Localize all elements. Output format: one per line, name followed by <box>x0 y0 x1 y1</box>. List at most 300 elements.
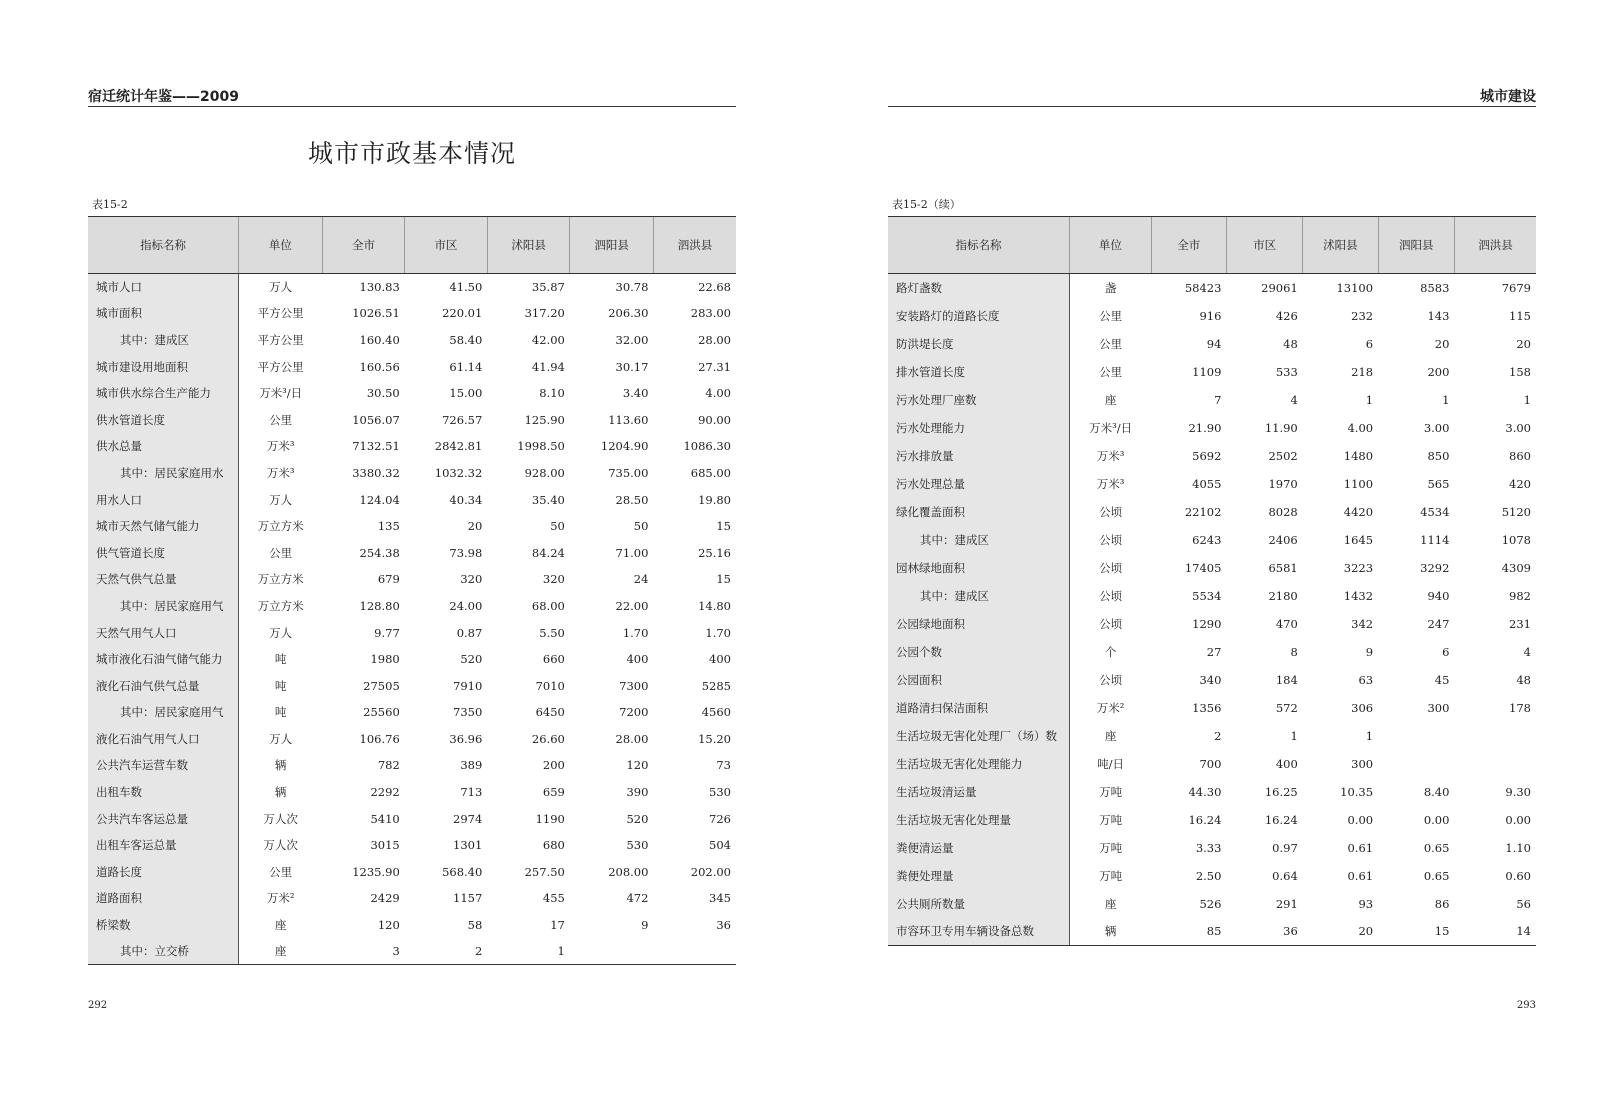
table-row <box>888 358 1536 386</box>
cell-value: 35.87 <box>531 280 565 295</box>
cell-value: 68.00 <box>531 598 565 613</box>
table-row <box>88 912 736 939</box>
left-page-number: 292 <box>88 1000 108 1011</box>
col-header: 市区 <box>1226 217 1302 274</box>
cell-value: 0.61 <box>1347 868 1374 883</box>
cell-value: 6 <box>1442 644 1450 659</box>
cell-value: 7350 <box>453 705 483 720</box>
table-row <box>888 386 1536 414</box>
row-label: 天然气供气总量 <box>88 566 239 593</box>
row-label: 其中：建成区 <box>888 582 1070 610</box>
row-unit: 万米³/日 <box>1089 420 1133 435</box>
row-label: 城市面积 <box>88 300 239 327</box>
cell-value: 1 <box>1365 728 1374 743</box>
cell-value: 20 <box>467 519 483 534</box>
cell-value: 526 <box>1199 896 1222 911</box>
cell-value <box>653 938 736 965</box>
cell-value: 202.00 <box>690 864 731 879</box>
cell-value: 1086.30 <box>683 439 731 454</box>
row-label: 供气管道长度 <box>88 539 239 566</box>
row-label: 粪便处理量 <box>888 862 1070 890</box>
cell-value: 455 <box>542 891 565 906</box>
cell-value: 15 <box>1378 918 1454 946</box>
cell-value: 685.00 <box>690 465 731 480</box>
cell-value: 400 <box>709 652 731 667</box>
cell-value: 3 <box>322 938 405 965</box>
row-unit: 公顷 <box>1099 672 1123 687</box>
cell-value: 27505 <box>363 678 400 693</box>
cell-value: 5.50 <box>539 625 565 640</box>
cell-value: 568.40 <box>442 864 483 879</box>
cell-value: 1998.50 <box>517 439 565 454</box>
table-row <box>888 302 1536 330</box>
page-title: 城市市政基本情况 <box>307 139 516 168</box>
cell-value: 2 <box>1214 728 1222 743</box>
cell-value: 850 <box>1427 448 1450 463</box>
cell-value <box>1378 750 1454 778</box>
cell-value: 2406 <box>1268 532 1298 547</box>
row-unit: 万立方米 <box>257 519 304 534</box>
left-running-header: 宿迁统计年鉴——2009 <box>88 86 736 107</box>
table-row <box>888 330 1536 358</box>
cell-value: 2180 <box>1268 588 1298 603</box>
cell-value: 73 <box>716 758 731 773</box>
cell-value: 660 <box>542 652 565 667</box>
cell-value: 58423 <box>1184 280 1222 295</box>
cell-value: 533 <box>1275 364 1298 379</box>
col-header: 指标名称 <box>888 217 1070 274</box>
cell-value: 4.00 <box>1347 420 1374 435</box>
cell-value: 247 <box>1427 616 1450 631</box>
row-label: 防洪堤长度 <box>888 330 1070 358</box>
cell-value <box>1454 722 1536 750</box>
cell-value: 48 <box>1283 336 1298 351</box>
table-row <box>88 486 736 513</box>
row-unit: 平方公里 <box>257 332 304 347</box>
row-unit: 辆 <box>274 785 287 800</box>
cell-value: 9 <box>1365 644 1374 659</box>
row-unit: 万立方米 <box>257 572 304 587</box>
cell-value: 916 <box>1199 308 1222 323</box>
table-row <box>888 890 1536 918</box>
table-row <box>88 566 736 593</box>
cell-value: 520 <box>626 811 649 826</box>
row-unit: 座 <box>1104 728 1117 743</box>
cell-value: 20 <box>1434 336 1450 351</box>
cell-value: 120 <box>626 758 649 773</box>
table-row <box>88 752 736 779</box>
cell-value <box>570 938 654 965</box>
table-row <box>88 593 736 620</box>
cell-value: 48 <box>1516 672 1531 687</box>
table-row <box>888 274 1536 302</box>
left-table-body <box>88 274 736 965</box>
col-header: 泗洪县 <box>1454 217 1536 274</box>
cell-value: 1970 <box>1268 476 1298 491</box>
cell-value: 30.50 <box>366 386 400 401</box>
cell-value: 24.00 <box>449 598 483 613</box>
cell-value: 28.00 <box>698 332 731 347</box>
cell-value: 342 <box>1351 616 1374 631</box>
cell-value: 1.10 <box>1505 840 1531 855</box>
cell-value: 2502 <box>1268 448 1298 463</box>
table-row <box>88 779 736 806</box>
cell-value: 530 <box>709 785 731 800</box>
cell-value: 2974 <box>453 811 483 826</box>
row-unit: 公顷 <box>1099 560 1123 575</box>
cell-value: 7679 <box>1501 280 1531 295</box>
row-unit: 万人 <box>269 280 293 295</box>
row-label: 其中：居民家庭用气 <box>88 699 239 726</box>
cell-value: 125.90 <box>524 412 565 427</box>
cell-value: 17 <box>550 918 565 933</box>
cell-value: 200 <box>1427 364 1450 379</box>
cell-value: 1 <box>1442 392 1450 407</box>
cell-value: 928.00 <box>524 465 565 480</box>
cell-value: 20 <box>1516 336 1531 351</box>
cell-value: 27.31 <box>698 359 731 374</box>
row-unit: 万吨 <box>1099 784 1123 799</box>
cell-value: 28.50 <box>615 492 649 507</box>
row-label: 道路清扫保洁面积 <box>888 694 1070 722</box>
cell-value: 390 <box>626 785 649 800</box>
cell-value: 20 <box>1303 918 1378 946</box>
cell-value: 1190 <box>535 811 565 826</box>
row-unit: 万米² <box>266 891 295 906</box>
cell-value: 735.00 <box>608 465 649 480</box>
cell-value: 113.60 <box>608 412 649 427</box>
cell-value: 0.00 <box>1505 812 1531 827</box>
cell-value: 320 <box>460 572 483 587</box>
right-header-row <box>888 217 1536 274</box>
cell-value: 1.70 <box>622 625 649 640</box>
row-label: 粪便清运量 <box>888 834 1070 862</box>
cell-value: 16.24 <box>1264 812 1298 827</box>
table-row <box>88 406 736 433</box>
row-label: 道路面积 <box>88 885 239 912</box>
table-row <box>888 750 1536 778</box>
cell-value: 6243 <box>1192 532 1222 547</box>
table-row <box>88 380 736 407</box>
cell-value: 15 <box>716 519 731 534</box>
cell-value: 36 <box>716 918 731 933</box>
cell-value: 44.30 <box>1188 784 1222 799</box>
cell-value: 1204.90 <box>600 439 649 454</box>
cell-value: 2842.81 <box>434 439 483 454</box>
cell-value: 504 <box>709 838 731 853</box>
row-unit: 万人次 <box>263 811 298 826</box>
cell-value: 1.70 <box>705 625 731 640</box>
row-unit: 万人 <box>269 625 293 640</box>
table-row <box>88 938 736 965</box>
row-label: 公园绿地面积 <box>888 610 1070 638</box>
table-row <box>88 300 736 327</box>
table-row <box>88 859 736 886</box>
table-row <box>888 862 1536 890</box>
cell-value: 42.00 <box>531 332 565 347</box>
cell-value: 232 <box>1351 308 1374 323</box>
cell-value: 340 <box>1199 672 1222 687</box>
col-header: 全市 <box>322 217 405 274</box>
cell-value: 7910 <box>453 678 483 693</box>
cell-value: 0.65 <box>1423 868 1450 883</box>
col-header: 单位 <box>239 217 323 274</box>
right-table-label: 表15-2（续） <box>892 198 961 211</box>
row-unit: 公里 <box>269 545 293 560</box>
cell-value: 30.78 <box>615 280 649 295</box>
cell-value: 16.25 <box>1264 784 1298 799</box>
cell-value: 158 <box>1509 364 1531 379</box>
row-label: 公共汽车客运总量 <box>88 805 239 832</box>
cell-value: 10.35 <box>1340 784 1374 799</box>
cell-value: 4055 <box>1192 476 1222 491</box>
cell-value: 130.83 <box>359 280 400 295</box>
row-unit: 万人 <box>269 731 293 746</box>
cell-value: 26.60 <box>531 731 565 746</box>
cell-value: 713 <box>460 785 483 800</box>
cell-value: 13100 <box>1336 280 1374 295</box>
row-unit: 公顷 <box>1099 616 1123 631</box>
cell-value: 0.00 <box>1347 812 1374 827</box>
cell-value: 4534 <box>1420 504 1450 519</box>
cell-value: 300 <box>1351 756 1374 771</box>
cell-value: 115 <box>1509 308 1531 323</box>
row-label: 绿化覆盖面积 <box>888 498 1070 526</box>
row-unit: 公里 <box>1099 336 1123 351</box>
cell-value: 25.16 <box>698 545 731 560</box>
row-unit: 万人次 <box>263 838 298 853</box>
table-row <box>888 582 1536 610</box>
cell-value: 15.20 <box>698 731 731 746</box>
right-data-table <box>888 216 1536 946</box>
row-label: 生活垃圾清运量 <box>888 778 1070 806</box>
cell-value: 61.14 <box>449 359 483 374</box>
cell-value: 35.40 <box>531 492 565 507</box>
cell-value: 283.00 <box>690 306 731 321</box>
cell-value: 1480 <box>1343 448 1374 463</box>
row-label: 公共汽车运营车数 <box>88 752 239 779</box>
table-row <box>888 834 1536 862</box>
row-unit: 公里 <box>1099 308 1123 323</box>
table-row <box>88 274 736 301</box>
col-header: 全市 <box>1151 217 1226 274</box>
cell-value: 22.68 <box>698 280 731 295</box>
cell-value: 9.77 <box>374 625 400 640</box>
table-row <box>888 470 1536 498</box>
cell-value: 3.00 <box>1505 420 1531 435</box>
row-label: 公园面积 <box>888 666 1070 694</box>
row-label: 其中：建成区 <box>888 526 1070 554</box>
left-header-row <box>88 217 736 274</box>
cell-value: 2 <box>405 938 488 965</box>
row-unit: 万米³ <box>1096 448 1125 463</box>
row-unit: 吨 <box>274 705 287 720</box>
row-label: 园林绿地面积 <box>888 554 1070 582</box>
row-unit: 平方公里 <box>257 359 304 374</box>
col-header: 泗洪县 <box>653 217 736 274</box>
cell-value: 135 <box>377 519 400 534</box>
row-unit: 万米³/日 <box>259 386 303 401</box>
cell-value: 860 <box>1509 448 1531 463</box>
cell-value: 420 <box>1509 476 1531 491</box>
row-label: 道路长度 <box>88 859 239 886</box>
cell-value: 7200 <box>619 705 649 720</box>
cell-value: 50 <box>633 519 649 534</box>
table-row <box>88 353 736 380</box>
left-data-table <box>88 216 736 965</box>
cell-value: 41.50 <box>449 280 483 295</box>
row-label: 城市建设用地面积 <box>88 353 239 380</box>
cell-value: 3223 <box>1343 560 1374 575</box>
cell-value: 7010 <box>535 678 565 693</box>
cell-value: 58.40 <box>449 332 483 347</box>
cell-value: 206.30 <box>608 306 649 321</box>
cell-value: 726.57 <box>442 412 483 427</box>
cell-value: 1980 <box>370 652 400 667</box>
row-label: 供水管道长度 <box>88 406 239 433</box>
cell-value: 90.00 <box>698 412 731 427</box>
row-unit: 万吨 <box>1099 840 1123 855</box>
row-label: 城市天然气储气能力 <box>88 513 239 540</box>
cell-value: 1235.90 <box>352 864 400 879</box>
cell-value: 4309 <box>1501 560 1531 575</box>
cell-value: 317.20 <box>524 306 565 321</box>
left-table-label: 表15-2 <box>92 198 128 211</box>
row-label: 其中：立交桥 <box>88 938 239 965</box>
row-unit: 公里 <box>1099 364 1123 379</box>
cell-value: 300 <box>1427 700 1450 715</box>
cell-value: 2.50 <box>1195 868 1222 883</box>
col-header: 泗阳县 <box>1378 217 1454 274</box>
row-unit: 辆 <box>1070 918 1152 946</box>
row-unit: 座 <box>239 938 323 965</box>
row-unit: 万立方米 <box>257 598 304 613</box>
cell-value: 27 <box>1206 644 1222 659</box>
cell-value: 14.80 <box>698 598 731 613</box>
table-row <box>88 805 736 832</box>
row-label: 市容环卫专用车辆设备总数 <box>888 918 1070 946</box>
cell-value: 41.94 <box>531 359 565 374</box>
table-row <box>888 414 1536 442</box>
cell-value: 184 <box>1275 672 1298 687</box>
row-unit: 公顷 <box>1099 504 1123 519</box>
row-unit: 万米³ <box>266 465 295 480</box>
row-label: 其中：建成区 <box>88 327 239 354</box>
row-label: 出租车客运总量 <box>88 832 239 859</box>
cell-value: 5534 <box>1192 588 1222 603</box>
cell-value: 86 <box>1434 896 1450 911</box>
cell-value: 0.61 <box>1347 840 1374 855</box>
cell-value: 21.90 <box>1188 420 1222 435</box>
row-unit: 万吨 <box>1099 812 1123 827</box>
table-row <box>888 722 1536 750</box>
cell-value: 50 <box>550 519 565 534</box>
col-header: 单位 <box>1070 217 1152 274</box>
row-unit: 座 <box>1104 392 1117 407</box>
cell-value: 940 <box>1427 588 1450 603</box>
cell-value: 73.98 <box>449 545 483 560</box>
cell-value: 22.00 <box>615 598 649 613</box>
cell-value: 36.96 <box>449 731 483 746</box>
row-label: 公共厕所数量 <box>888 890 1070 918</box>
row-unit: 公顷 <box>1099 588 1123 603</box>
cell-value: 220.01 <box>442 306 483 321</box>
cell-value: 1356 <box>1192 700 1222 715</box>
cell-value: 28.00 <box>615 731 649 746</box>
table-row <box>888 806 1536 834</box>
row-label: 污水排放量 <box>888 442 1070 470</box>
cell-value: 389 <box>460 758 483 773</box>
cell-value: 982 <box>1509 588 1531 603</box>
row-label: 生活垃圾无害化处理能力 <box>888 750 1070 778</box>
cell-value: 5692 <box>1192 448 1222 463</box>
cell-value: 84.24 <box>531 545 565 560</box>
cell-value: 231 <box>1509 616 1531 631</box>
cell-value: 19.80 <box>698 492 731 507</box>
cell-value: 3.33 <box>1195 840 1222 855</box>
table-row <box>88 460 736 487</box>
cell-value: 679 <box>377 572 400 587</box>
right-running-header: 城市建设 <box>888 86 1536 107</box>
cell-value: 143 <box>1427 308 1450 323</box>
cell-value: 160.40 <box>359 332 400 347</box>
cell-value: 306 <box>1351 700 1374 715</box>
table-row <box>888 666 1536 694</box>
cell-value: 0.97 <box>1272 840 1298 855</box>
cell-value: 7 <box>1214 392 1222 407</box>
cell-value: 1432 <box>1343 588 1374 603</box>
cell-value: 400 <box>626 652 649 667</box>
cell-value: 1109 <box>1192 364 1222 379</box>
row-label: 排水管道长度 <box>888 358 1070 386</box>
cell-value: 93 <box>1358 896 1374 911</box>
table-row <box>88 672 736 699</box>
cell-value: 700 <box>1199 756 1222 771</box>
cell-value: 291 <box>1275 896 1298 911</box>
cell-value: 9.30 <box>1505 784 1531 799</box>
cell-value: 659 <box>542 785 565 800</box>
table-row <box>88 619 736 646</box>
cell-value: 178 <box>1509 700 1531 715</box>
cell-value: 63 <box>1358 672 1374 687</box>
cell-value: 25560 <box>363 705 400 720</box>
row-label: 公园个数 <box>888 638 1070 666</box>
row-unit: 万人 <box>269 492 293 507</box>
cell-value: 9 <box>641 918 649 933</box>
cell-value: 200 <box>542 758 565 773</box>
right-page <box>888 0 1536 1099</box>
row-unit: 个 <box>1104 644 1117 659</box>
row-unit: 吨 <box>274 678 287 693</box>
row-unit: 吨/日 <box>1097 756 1125 771</box>
cell-value: 320 <box>542 572 565 587</box>
cell-value: 1290 <box>1192 616 1222 631</box>
row-label: 出租车数 <box>88 779 239 806</box>
col-header: 指标名称 <box>88 217 239 274</box>
cell-value: 85 <box>1151 918 1226 946</box>
cell-value: 0.60 <box>1505 868 1531 883</box>
row-unit: 万米³ <box>1096 476 1125 491</box>
cell-value: 124.04 <box>359 492 400 507</box>
cell-value: 128.80 <box>359 598 400 613</box>
cell-value: 208.00 <box>608 864 649 879</box>
cell-value: 2292 <box>370 785 400 800</box>
cell-value: 4560 <box>701 705 731 720</box>
row-label: 污水处理能力 <box>888 414 1070 442</box>
cell-value: 520 <box>460 652 483 667</box>
cell-value: 1 <box>1523 392 1531 407</box>
cell-value: 530 <box>626 838 649 853</box>
